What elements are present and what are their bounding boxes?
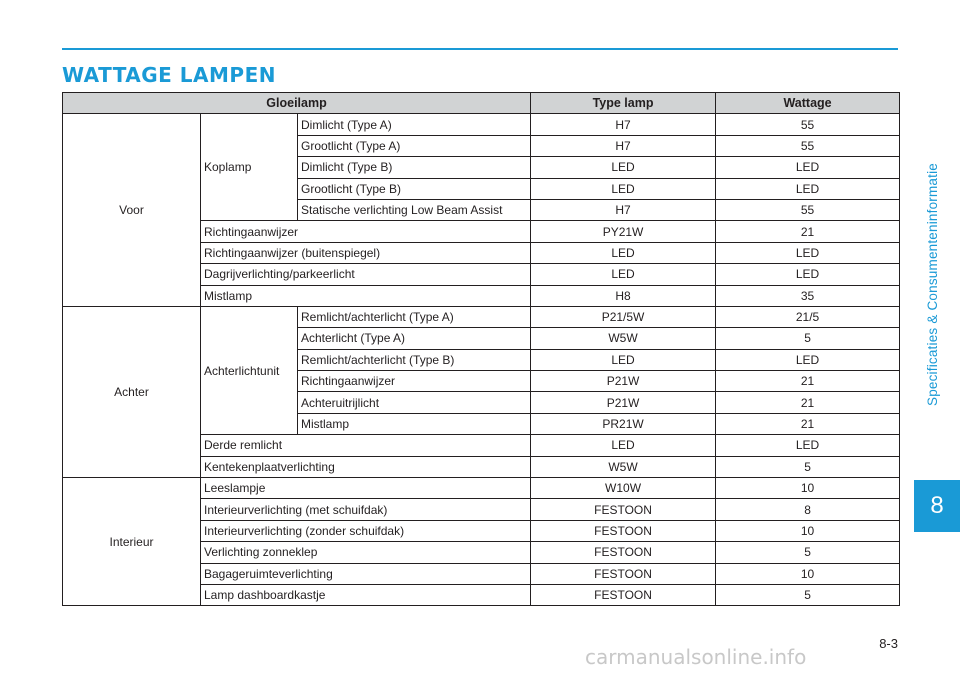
sub-group-koplamp: Koplamp: [201, 114, 298, 221]
row-type: H8: [531, 285, 716, 306]
row-wattage: 55: [716, 135, 900, 156]
row-wattage: LED: [716, 157, 900, 178]
row-wattage: LED: [716, 264, 900, 285]
header-wattage: Wattage: [716, 93, 900, 114]
row-type: H7: [531, 135, 716, 156]
row-wattage: 35: [716, 285, 900, 306]
chapter-tab[interactable]: 8: [914, 480, 960, 532]
row-label: Bagageruimteverlichting: [201, 563, 531, 584]
row-label: Dimlicht (Type A): [298, 114, 531, 135]
wattage-table: [62, 92, 900, 606]
row-type: LED: [531, 242, 716, 263]
row-wattage: 21: [716, 371, 900, 392]
chapter-side-label: [918, 92, 948, 476]
row-label: Remlicht/achterlicht (Type A): [298, 306, 531, 327]
row-label: Achteruitrijlicht: [298, 392, 531, 413]
row-type: P21W: [531, 392, 716, 413]
row-wattage: 55: [716, 199, 900, 220]
row-label: Interieurverlichting (met schuifdak): [201, 499, 531, 520]
row-type: PR21W: [531, 413, 716, 434]
row-wattage: 55: [716, 114, 900, 135]
row-label: Richtingaanwijzer: [201, 221, 531, 242]
row-type: P21/5W: [531, 306, 716, 327]
row-type: PY21W: [531, 221, 716, 242]
row-label: Interieurverlichting (zonder schuifdak): [201, 520, 531, 541]
chapter-side-label-text: Specificaties & Consumenteninformatie: [925, 162, 941, 406]
table-header-row: [63, 93, 900, 114]
row-wattage: 5: [716, 584, 900, 605]
row-label: Richtingaanwijzer: [298, 371, 531, 392]
row-type: FESTOON: [531, 499, 716, 520]
page-number: 8-3: [879, 636, 898, 651]
row-wattage: 21: [716, 392, 900, 413]
row-type: FESTOON: [531, 542, 716, 563]
row-wattage: 5: [716, 542, 900, 563]
row-type: FESTOON: [531, 520, 716, 541]
row-type: H7: [531, 199, 716, 220]
row-type: W10W: [531, 478, 716, 499]
row-label: Derde remlicht: [201, 435, 531, 456]
row-wattage: 10: [716, 563, 900, 584]
row-label: Leeslampje: [201, 478, 531, 499]
watermark: carmanualsonline.info: [585, 645, 807, 669]
group-label-interieur: Interieur: [63, 478, 201, 606]
row-label: Dimlicht (Type B): [298, 157, 531, 178]
row-wattage: LED: [716, 349, 900, 370]
row-label: Dagrijverlichting/parkeerlicht: [201, 264, 531, 285]
row-wattage: 10: [716, 478, 900, 499]
row-type: W5W: [531, 456, 716, 477]
row-label: Lamp dashboardkastje: [201, 584, 531, 605]
row-label: Verlichting zonneklep: [201, 542, 531, 563]
row-type: FESTOON: [531, 563, 716, 584]
row-type: P21W: [531, 371, 716, 392]
group-label-achter: Achter: [63, 306, 201, 477]
row-wattage: 10: [716, 520, 900, 541]
row-type: LED: [531, 264, 716, 285]
header-bulb: Gloeilamp: [63, 93, 531, 114]
row-type: LED: [531, 349, 716, 370]
row-wattage: LED: [716, 242, 900, 263]
row-type: H7: [531, 114, 716, 135]
row-wattage: LED: [716, 435, 900, 456]
row-label: Remlicht/achterlicht (Type B): [298, 349, 531, 370]
row-label: Achterlicht (Type A): [298, 328, 531, 349]
row-label: Mistlamp: [298, 413, 531, 434]
row-type: FESTOON: [531, 584, 716, 605]
top-rule: [62, 48, 898, 50]
row-wattage: 8: [716, 499, 900, 520]
table-row: [63, 114, 900, 135]
row-type: W5W: [531, 328, 716, 349]
row-label: Richtingaanwijzer (buitenspiegel): [201, 242, 531, 263]
row-wattage: 21: [716, 413, 900, 434]
row-label: Kentekenplaatverlichting: [201, 456, 531, 477]
row-wattage: 5: [716, 456, 900, 477]
row-type: LED: [531, 178, 716, 199]
row-label: Mistlamp: [201, 285, 531, 306]
sub-group-achterlichtunit: Achterlichtunit: [201, 306, 298, 434]
row-wattage: 21/5: [716, 306, 900, 327]
row-type: LED: [531, 157, 716, 178]
row-label: Statische verlichting Low Beam Assist: [298, 199, 531, 220]
header-lamp-type: Type lamp: [531, 93, 716, 114]
row-label: Grootlicht (Type B): [298, 178, 531, 199]
page-title: WATTAGE LAMPEN: [62, 63, 276, 87]
row-wattage: 5: [716, 328, 900, 349]
table-row: [63, 306, 900, 327]
row-wattage: 21: [716, 221, 900, 242]
row-label: Grootlicht (Type A): [298, 135, 531, 156]
row-wattage: LED: [716, 178, 900, 199]
row-type: LED: [531, 435, 716, 456]
table-row: [63, 478, 900, 499]
group-label-voor: Voor: [63, 114, 201, 307]
